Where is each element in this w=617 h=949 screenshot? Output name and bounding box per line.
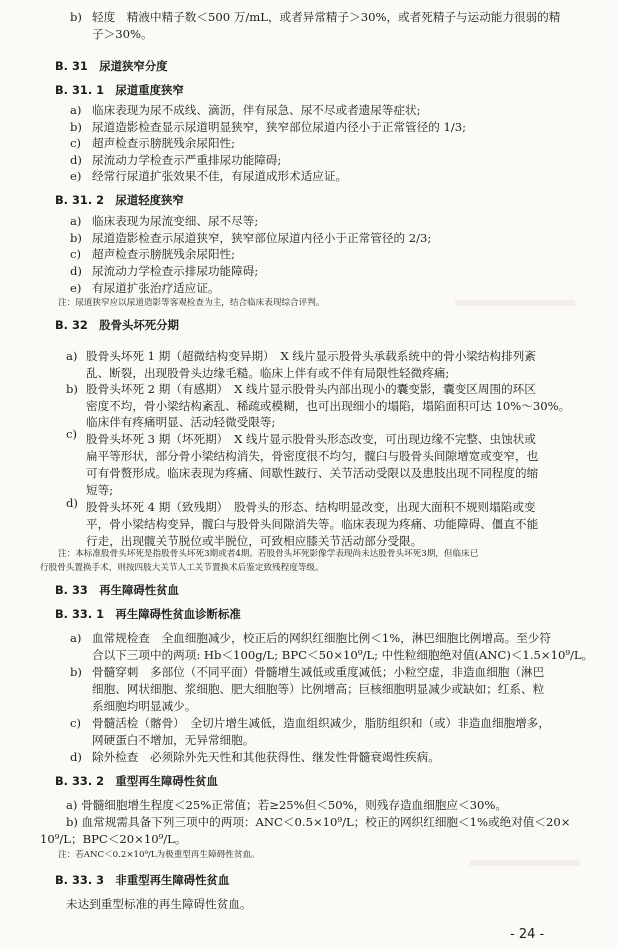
list-marker: d) [70, 153, 82, 167]
list-marker: b) [70, 231, 82, 245]
page-number: - 24 - [510, 927, 545, 942]
text-line: 临床表现为尿流变细、尿不尽等; [92, 214, 259, 228]
text-line: 尿流动力学检查示排尿功能障碍; [92, 264, 259, 278]
bleed-through-mark [455, 300, 575, 306]
list-marker: a) [70, 631, 82, 645]
section-heading: B. 31. 1 尿道重度狭窄 [55, 83, 184, 97]
section-heading: B. 33 再生障碍性贫血 [55, 583, 179, 597]
text-line: 可有骨赘形成。临床表现为疼痛、间歇性跛行、关节活动受限以及患肢出现不同程度的缩 [86, 466, 539, 480]
text-line: 乱、断裂，出现股骨头边缘毛糙。临床上伴有或不伴有局限性轻微疼痛; [86, 366, 450, 380]
note-text: 注：若ANC＜0.2×10⁹/L为极重型再生障碍性贫血。 [58, 850, 260, 860]
text-line: 10⁹/L；BPC＜20×10⁹/L。 [40, 832, 187, 846]
list-marker: a) [66, 349, 78, 363]
text-line: 系细胞均明显减少。 [92, 699, 197, 713]
text-line: b) 血常规需具备下列三项中的两项：ANC＜0.5×10⁹/L；校正的网织红细胞＜1%或绝对值＜20× [66, 815, 571, 829]
list-marker: a) [70, 214, 82, 228]
list-marker: b) [70, 665, 82, 679]
text-line: 股骨头坏死 2 期（有感期） X 线片显示股骨头内部出现小的囊变影，囊变区周围的环区 [86, 382, 536, 396]
list-marker: d) [70, 264, 82, 278]
list-marker: e) [70, 169, 82, 183]
bleed-through-mark [470, 860, 580, 866]
text-line: 短等; [86, 483, 114, 497]
note-text: 注：本标准股骨头坏死是指股骨头坏死3期或者4期。若股骨头坏死影像学表现尚未达股骨头坏死3期，但临床已 [58, 549, 479, 559]
section-heading: B. 33. 1 再生障碍性贫血诊断标准 [55, 607, 241, 621]
note-text: 行股骨头置换手术，则按四肢大关节人工关节置换术后鉴定致残程度等级。 [40, 563, 324, 573]
text-line: 经常行尿道扩张效果不佳，有尿道成形术适应证。 [92, 169, 348, 183]
list-marker: c) [70, 247, 82, 261]
text-line: 骨髓活检（髂骨） 全切片增生减低，造血组织减少，脂肪组织和（或）非造血细胞增多， [92, 716, 550, 730]
text-line: 有尿道扩张治疗适应证。 [92, 281, 220, 295]
text-line: 平，骨小梁结构变异，髋臼与股骨头间隙消失等。临床表现为疼痛、功能障碍、僵直不能 [86, 517, 539, 531]
text-line: 超声检查示膀胱残余尿阳性; [92, 247, 236, 261]
section-heading: B. 33. 3 非重型再生障碍性贫血 [55, 873, 230, 887]
list-marker: a) [70, 103, 82, 117]
text-line: a) 骨髓细胞增生程度＜25%正常值；若≥25%但＜50%，则残存造血细胞应＜30%。 [66, 798, 507, 812]
list-marker: d) [70, 750, 82, 764]
text-line: 子＞30%。 [92, 27, 153, 41]
list-marker: e) [70, 281, 82, 295]
note-text: 注：尿道狭窄应以尿道造影等客观检查为主，结合临床表现综合评判。 [58, 298, 325, 308]
text-line: 临床表现为尿不成线、滴沥，伴有尿急、尿不尽或者遗尿等症状; [92, 103, 421, 117]
text-line: 血常规检查 全血细胞减少，校正后的网织红细胞比例＜1%，淋巴细胞比例增高。至少符 [92, 631, 551, 645]
text-line: 合以下三项中的两项: Hb＜100g/L; BPC＜50×10⁹/L; 中性粒细胞绝对值(ANC)＜1.5×10⁹/L。 [92, 648, 594, 662]
text-line: 尿道造影检查显示尿道明显狭窄，狭窄部位尿道内径小于正常管径的 1/3; [92, 120, 467, 134]
text-line: 骨髓穿刺 多部位（不同平面）骨髓增生减低或重度减低；小粒空虚，非造血细胞（淋巴 [92, 665, 545, 679]
text-line: 股骨头坏死 4 期（致残期） 股骨头的形态、结构明显改变，出现大面积不规则塌陷或变 [86, 500, 536, 514]
section-heading: B. 32 股骨头坏死分期 [55, 318, 179, 332]
text-line: 超声检查示膀胱残余尿阳性; [92, 136, 236, 150]
list-marker: b) [70, 10, 82, 24]
list-marker: b) [66, 382, 78, 396]
text-line: 尿道造影检查示尿道狭窄，狭窄部位尿道内径小于正常管径的 2/3; [92, 231, 432, 245]
text-line: 细胞、网状细胞、浆细胞、肥大细胞等）比例增高；巨核细胞明显减少或缺如；红系、粒 [92, 682, 545, 696]
list-marker: c) [70, 136, 82, 150]
text-line: 网硬蛋白不增加，无异常细胞。 [92, 733, 255, 747]
section-heading: B. 33. 2 重型再生障碍性贫血 [55, 774, 218, 788]
text-line: 尿流动力学检查示严重排尿功能障碍; [92, 153, 282, 167]
list-marker: c) [70, 716, 82, 730]
text-line: 密度不均，骨小梁结构紊乱、稀疏或模糊，也可出现细小的塌陷，塌陷面积可达 10%～30%。 [86, 399, 571, 413]
text-line: 除外检查 必须除外先天性和其他获得性、继发性骨髓衰竭性疾病。 [92, 750, 440, 764]
section-heading: B. 31. 2 尿道轻度狭窄 [55, 193, 184, 207]
text-line: 临床伴有疼痛明显、活动轻微受限等; [86, 415, 276, 429]
section-heading: B. 31 尿道狭窄分度 [55, 59, 168, 73]
text-line: 扁平等形状，部分骨小梁结构消失，骨密度很不均匀，髋臼与股骨头间隙增宽或变窄，也 [86, 449, 539, 463]
list-marker: b) [70, 120, 82, 134]
text-line: 股骨头坏死 3 期（坏死期） X 线片显示股骨头形态改变，可出现边缘不完整、虫蚀状或 [86, 432, 536, 446]
text-line: 股骨头坏死 1 期（超微结构变异期） X 线片显示股骨头承载系统中的骨小梁结构排列紊 [86, 349, 536, 363]
text-line: 未达到重型标准的再生障碍性贫血。 [66, 897, 252, 911]
text-line: 行走，出现髋关节脱位或半脱位，可致相应膝关节活动部分受限。 [86, 534, 423, 548]
list-marker: c) [66, 427, 78, 441]
list-marker: d) [66, 496, 78, 510]
text-line: 轻度 精液中精子数＜500 万/mL，或者异常精子＞30%，或者死精子与运动能力很弱的精 [92, 10, 561, 24]
